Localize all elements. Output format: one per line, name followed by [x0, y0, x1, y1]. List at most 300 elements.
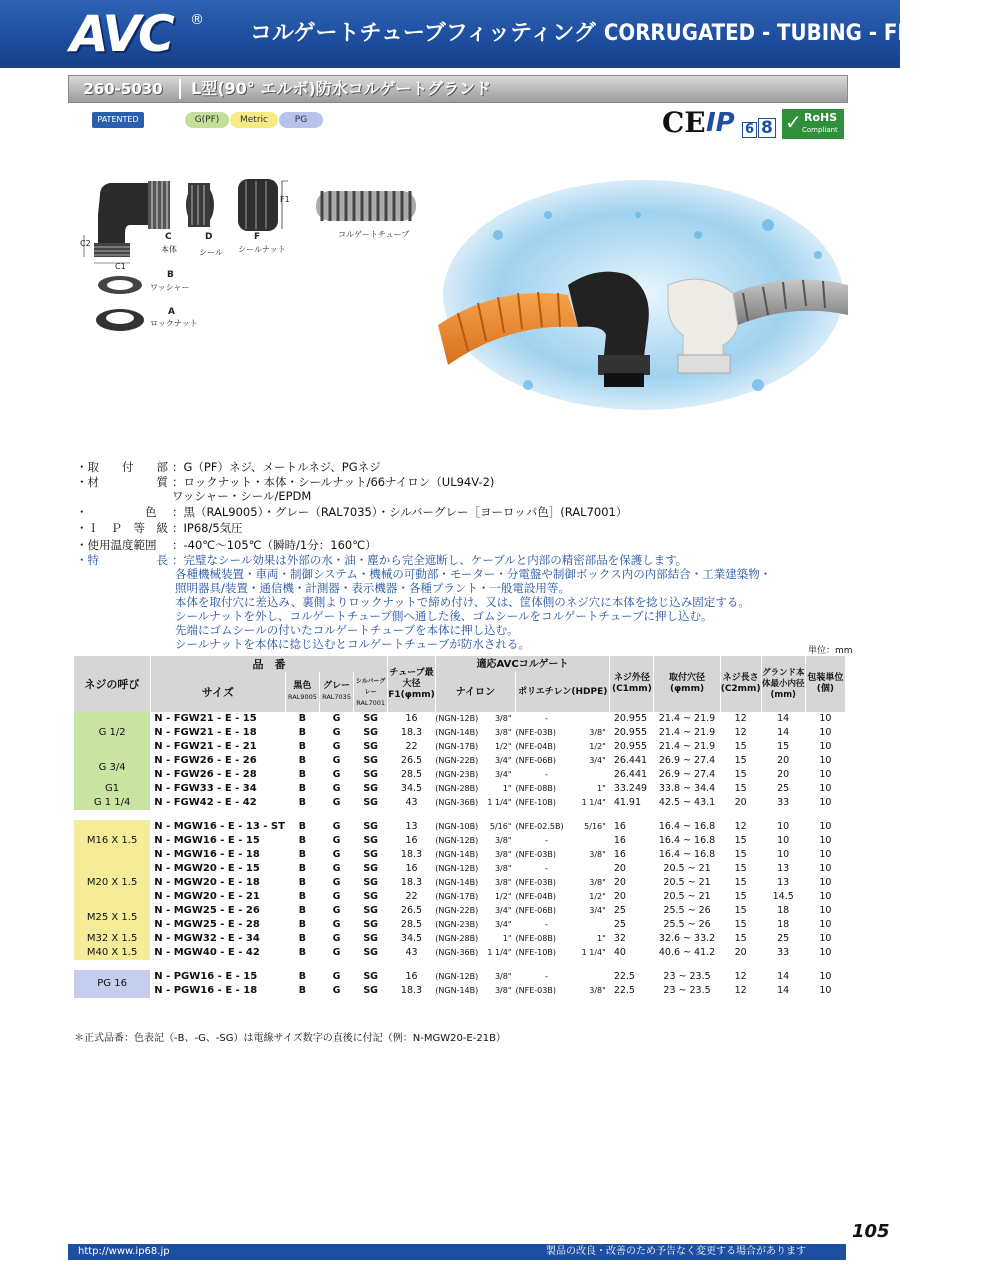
cell-hole: 21.4 ~ 21.9 — [658, 713, 716, 724]
header-title-en: CORRUGATED - TUBING - FITTINGS — [603, 21, 987, 46]
cell-gland: 18 — [777, 919, 790, 930]
header-title — [250, 18, 987, 50]
cell-color-gray: G — [332, 863, 341, 874]
th-avc: 適応AVCコルゲート — [435, 656, 610, 672]
cell-gland: 10 — [777, 849, 790, 860]
cell-pe-code: (NFE-06B) — [515, 906, 556, 915]
spec-table — [74, 656, 846, 998]
cell-pack: 10 — [819, 849, 832, 860]
cell-gland: 25 — [777, 783, 790, 794]
product-title: L型(90° エルボ)防水コルゲートグランド — [191, 79, 492, 98]
cell-pack: 10 — [819, 741, 832, 752]
cell-part-number: N - FGW26 - E - 28 — [154, 769, 257, 780]
cell-od: 16 — [613, 835, 626, 846]
cell-pe-code: (NFE-03B) — [515, 728, 556, 737]
cell-color-gray: G — [332, 727, 341, 738]
cell-len: 15 — [734, 905, 747, 916]
th-hole: 取付穴径(φmm) — [654, 656, 720, 712]
cell-tube-max: 13 — [405, 821, 418, 832]
cell-part-number: N - MGW16 - E - 13 - ST — [154, 821, 285, 832]
cell-len: 15 — [734, 891, 747, 902]
cell-nylon-size: 1 1/4" — [487, 798, 512, 807]
cell-len: 15 — [734, 755, 747, 766]
table-row — [74, 946, 846, 960]
th-size: サイズ — [150, 672, 285, 712]
cell-pe-code: - — [545, 836, 549, 845]
cell-pack: 10 — [819, 971, 832, 982]
cell-pe-code: (NFE-02.5B) — [515, 822, 564, 831]
cell-pack: 10 — [819, 905, 832, 916]
label-a: A — [168, 307, 175, 317]
cell-color-gray: G — [332, 713, 341, 724]
cell-color-black: B — [298, 835, 307, 846]
features-line-5: 先端にゴムシールの付いたコルゲートチューブを本体に押し込む。 — [175, 623, 519, 637]
cell-part-number: N - FGW26 - E - 26 — [154, 755, 257, 766]
pg-badge: PG — [279, 112, 323, 128]
cell-od: 25 — [613, 919, 626, 930]
cell-color-silver: SG — [363, 755, 378, 766]
table-row — [74, 904, 846, 918]
cell-gland: 25 — [777, 933, 790, 944]
cell-tube-max: 16 — [405, 835, 418, 846]
ip68-icon — [706, 108, 772, 140]
cell-color-black: B — [298, 933, 307, 944]
cell-pack: 10 — [819, 769, 832, 780]
cell-gland: 10 — [777, 835, 790, 846]
cell-part-number: N - PGW16 - E - 15 — [154, 971, 258, 982]
washer-illustration — [98, 276, 142, 294]
part-number-note: ＊正式品番：色表記（-B、-G、-SG）は電線サイズ数字の直後に付記（例：N-MGW20-E-21B） — [74, 1033, 506, 1044]
table-row — [74, 820, 846, 834]
cell-pe-code: (NFE-06B) — [515, 756, 556, 765]
elbow-body-illustration — [94, 181, 170, 257]
cell-nylon-code: (NGN-12B) — [435, 836, 479, 845]
cell-pe-size — [578, 768, 610, 782]
cell-pe-size: 1 1/4" — [581, 948, 606, 957]
cell-len: 15 — [734, 741, 747, 752]
cell-pack: 10 — [819, 891, 832, 902]
cell-color-silver: SG — [363, 905, 378, 916]
cell-pe-code: (NFE-04B) — [515, 742, 556, 751]
cell-nylon-size: 3/8" — [494, 878, 512, 887]
cell-od: 20 — [613, 891, 626, 902]
cell-color-silver: SG — [363, 797, 378, 808]
cell-color-black: B — [298, 755, 307, 766]
rohs-text: RoHS — [804, 111, 838, 124]
table-row — [74, 796, 846, 810]
cell-pe-code: (NFE-03B) — [515, 878, 556, 887]
cell-color-silver: SG — [363, 985, 378, 996]
cell-pack: 10 — [819, 783, 832, 794]
cell-len: 12 — [734, 713, 747, 724]
cell-gland: 13 — [777, 877, 790, 888]
cell-nylon-code: (NGN-14B) — [435, 878, 479, 887]
cell-part-number: N - MGW20 - E - 18 — [154, 877, 260, 888]
cell-pack: 10 — [819, 947, 832, 958]
footer-url-link[interactable]: http://www.ip68.jp — [78, 1246, 170, 1257]
label-b-name: ワッシャー — [150, 283, 190, 292]
page-number: 105 — [852, 1221, 890, 1242]
cell-thread: M25 X 1.5 — [74, 904, 150, 932]
th-black: 黒色 RAL9005 — [285, 672, 319, 712]
cell-len: 20 — [734, 797, 747, 808]
cell-hole: 25.5 ~ 26 — [663, 919, 711, 930]
cell-color-gray: G — [332, 971, 341, 982]
cell-hole: 40.6 ~ 41.2 — [658, 947, 716, 958]
th-silver: シルバーグレー RAL7001 — [354, 672, 388, 712]
cell-nylon-size: 3/8" — [494, 836, 512, 845]
cell-gland: 33 — [777, 797, 790, 808]
cell-pack: 10 — [819, 877, 832, 888]
cell-color-black: B — [298, 849, 307, 860]
th-len: ネジ長さ(C2mm) — [720, 656, 761, 712]
ip-digit-8: 8 — [758, 118, 776, 138]
cell-color-silver: SG — [363, 713, 378, 724]
cell-pe-size: 1/2" — [589, 742, 606, 751]
th-pack: 包装単位(個) — [805, 656, 845, 712]
cell-tube-max: 26.5 — [400, 755, 423, 766]
cell-tube-max: 18.3 — [400, 985, 423, 996]
th-pe: ポリエチレン(HDPE) — [516, 672, 610, 712]
cell-nylon-size: 3/8" — [494, 850, 512, 859]
cell-nylon-size: 3/4" — [494, 756, 512, 765]
cell-pe-code: - — [545, 714, 549, 723]
cell-od: 25 — [613, 905, 626, 916]
cell-color-black: B — [298, 783, 307, 794]
cell-pack: 10 — [819, 727, 832, 738]
cell-pack: 10 — [819, 821, 832, 832]
th-gland: グランド本体最小内径(mm) — [761, 656, 805, 712]
cell-color-black: B — [298, 947, 307, 958]
cell-part-number: N - MGW25 - E - 26 — [154, 905, 260, 916]
ip-digit-6: 6 — [742, 122, 757, 138]
cell-od: 20.955 — [613, 713, 648, 724]
cell-nylon-code: (NGN-12B) — [435, 972, 479, 981]
cell-nylon-code: (NGN-12B) — [435, 714, 479, 723]
cell-hole: 20.5 ~ 21 — [663, 863, 711, 874]
cell-len: 15 — [734, 849, 747, 860]
cell-od: 22.5 — [613, 971, 635, 982]
cell-tube-max: 18.3 — [400, 727, 423, 738]
cell-gland: 13 — [777, 863, 790, 874]
table-row — [74, 984, 846, 998]
cell-color-gray: G — [332, 835, 341, 846]
cell-gland: 14 — [777, 985, 790, 996]
unit-label: 単位：mm — [808, 646, 853, 656]
cell-color-black: B — [298, 769, 307, 780]
cell-gland: 14.5 — [772, 891, 794, 902]
cell-len: 15 — [734, 919, 747, 930]
cell-hole: 23 ~ 23.5 — [663, 985, 711, 996]
cell-pe-code: - — [545, 864, 549, 873]
cell-tube-max: 16 — [405, 971, 418, 982]
cell-pack: 10 — [819, 863, 832, 874]
label-d-name: シール — [199, 248, 223, 257]
cell-nylon-size: 1/2" — [494, 742, 512, 751]
product-photo — [438, 175, 848, 420]
cell-pe-code: (NFE-08B) — [515, 784, 556, 793]
cell-hole: 16.4 ~ 16.8 — [658, 849, 716, 860]
cell-nylon-code: (NGN-17B) — [435, 742, 479, 751]
spec-temperature: ・使用温度範囲 ：-40℃～105℃（瞬時/1分：160℃） — [76, 538, 377, 552]
cell-nylon-code: (NGN-22B) — [435, 906, 479, 915]
cell-pack: 10 — [819, 933, 832, 944]
cell-color-gray: G — [332, 741, 341, 752]
cell-color-gray: G — [332, 821, 341, 832]
cell-hole: 16.4 ~ 16.8 — [658, 821, 716, 832]
cell-pe-size — [578, 862, 610, 876]
cell-gland: 10 — [777, 821, 790, 832]
cell-pe-size — [578, 712, 610, 726]
cell-hole: 20.5 ~ 21 — [663, 877, 711, 888]
cell-nylon-size: 1 1/4" — [487, 948, 512, 957]
rohs-badge — [782, 109, 844, 139]
avc-logo: AVC — [70, 5, 172, 63]
cell-pe-size: 5/16" — [584, 822, 606, 831]
cell-pe-code: (NFE-10B) — [515, 948, 556, 957]
lock-nut-illustration — [96, 309, 144, 331]
title-separator — [179, 79, 181, 99]
cell-len: 15 — [734, 769, 747, 780]
cell-color-silver: SG — [363, 891, 378, 902]
cell-nylon-code: (NGN-23B) — [435, 770, 479, 779]
cell-gland: 14 — [777, 727, 790, 738]
label-b: B — [167, 270, 174, 280]
cell-thread: M32 X 1.5 — [74, 932, 150, 946]
table-row — [74, 918, 846, 932]
label-c-name: 本体 — [161, 245, 177, 254]
cell-gland: 20 — [777, 755, 790, 766]
cell-color-gray: G — [332, 755, 341, 766]
cell-hole: 26.9 ~ 27.4 — [658, 755, 716, 766]
cell-part-number: N - MGW20 - E - 21 — [154, 891, 260, 902]
cell-color-silver: SG — [363, 727, 378, 738]
cell-hole: 21.4 ~ 21.9 — [658, 727, 716, 738]
table-row — [74, 712, 846, 726]
cell-color-gray: G — [332, 849, 341, 860]
cell-nylon-code: (NGN-14B) — [435, 986, 479, 995]
cell-thread: G 1/2 — [74, 712, 150, 754]
patented-badge: PATENTED — [92, 112, 144, 128]
label-f-name: シールナット — [238, 245, 286, 254]
cell-pe-size: 3/8" — [589, 986, 606, 995]
cell-pe-code: (NFE-03B) — [515, 986, 556, 995]
cell-od: 33.249 — [613, 783, 648, 794]
cell-tube-max: 43 — [405, 947, 418, 958]
cell-nylon-code: (NGN-23B) — [435, 920, 479, 929]
seal-illustration — [186, 183, 214, 227]
th-nylon: ナイロン — [435, 672, 515, 712]
table-row — [74, 754, 846, 768]
cell-pe-size — [578, 834, 610, 848]
cell-tube-max: 18.3 — [400, 849, 423, 860]
metric-badge: Metric — [230, 112, 278, 128]
cell-pack: 10 — [819, 985, 832, 996]
cell-color-gray: G — [332, 891, 341, 902]
cell-color-black: B — [298, 741, 307, 752]
cell-tube-max: 18.3 — [400, 877, 423, 888]
cell-nylon-size: 3/4" — [494, 906, 512, 915]
cell-od: 32 — [613, 933, 626, 944]
cell-nylon-code: (NGN-36B) — [435, 948, 479, 957]
cell-pe-size: 1/2" — [589, 892, 606, 901]
cell-color-silver: SG — [363, 933, 378, 944]
cell-thread: G 1 1/4 — [74, 796, 150, 810]
cell-part-number: N - MGW16 - E - 15 — [154, 835, 260, 846]
spec-mount: ・取 付 部 ：G（PF）ネジ、メートルネジ、PGネジ — [76, 460, 381, 474]
cell-od: 40 — [613, 947, 626, 958]
gpf-badge: G(PF) — [185, 112, 229, 128]
cell-pe-size: 3/8" — [589, 850, 606, 859]
cell-pe-size: 3/4" — [589, 756, 606, 765]
table-row — [74, 782, 846, 796]
cell-pe-size — [578, 918, 610, 932]
table-gap-row — [74, 960, 846, 970]
label-c2: C2 — [80, 239, 91, 248]
cell-gland: 14 — [777, 971, 790, 982]
table-body — [74, 712, 846, 998]
cell-color-silver: SG — [363, 947, 378, 958]
cell-pe-size: 3/8" — [589, 728, 606, 737]
cell-thread: M40 X 1.5 — [74, 946, 150, 960]
cell-pack: 10 — [819, 755, 832, 766]
cell-pack: 10 — [819, 713, 832, 724]
cell-thread: G 3/4 — [74, 754, 150, 782]
cell-color-black: B — [298, 713, 307, 724]
cell-pe-code: - — [545, 972, 549, 981]
cell-od: 20.955 — [613, 727, 648, 738]
cell-thread: M20 X 1.5 — [74, 862, 150, 904]
cell-tube-max: 26.5 — [400, 905, 423, 916]
spec-material-2: ワッシャー・シール/EPDM — [172, 489, 312, 503]
cell-hole: 42.5 ~ 43.1 — [658, 797, 716, 808]
label-f1: F1 — [280, 195, 290, 204]
cell-part-number: N - FGW21 - E - 18 — [154, 727, 257, 738]
cell-tube-max: 16 — [405, 713, 418, 724]
spec-color: ・ 色 ：黒（RAL9005）・グレー（RAL7035）・シルバーグレー［ヨーロッパ色］(RAL7001） — [76, 505, 628, 519]
cell-color-silver: SG — [363, 821, 378, 832]
cell-color-gray: G — [332, 877, 341, 888]
cell-color-black: B — [298, 877, 307, 888]
product-title-bar — [68, 75, 848, 103]
cell-tube-max: 43 — [405, 797, 418, 808]
cell-nylon-code: (NGN-10B) — [435, 822, 479, 831]
cell-hole: 25.5 ~ 26 — [663, 905, 711, 916]
cell-nylon-size: 3/4" — [494, 920, 512, 929]
footer-note: 製品の改良・改善のため予告なく変更する場合があります — [546, 1246, 806, 1257]
cell-tube-max: 16 — [405, 863, 418, 874]
table-row — [74, 848, 846, 862]
cell-gland: 20 — [777, 769, 790, 780]
th-od: ネジ外径(C1mm) — [610, 656, 654, 712]
cell-color-silver: SG — [363, 741, 378, 752]
th-thread: ネジの呼び — [74, 656, 150, 712]
cell-len: 12 — [734, 727, 747, 738]
features-line-4: シールナットを外し、コルゲートチューブ側へ通した後、ゴムシールをコルゲートチューブに押し込む。 — [175, 609, 713, 623]
cell-hole: 26.9 ~ 27.4 — [658, 769, 716, 780]
rohs-compliant-text: Compliant — [802, 126, 838, 134]
cell-od: 20 — [613, 877, 626, 888]
corrugated-tube-illustration — [316, 191, 416, 221]
cell-color-silver: SG — [363, 919, 378, 930]
cell-od: 41.91 — [613, 797, 642, 808]
table-row — [74, 834, 846, 848]
cell-len: 15 — [734, 877, 747, 888]
spec-material: ・材 質 ：ロックナット・本体・シールナット/66ナイロン（UL94V-2) — [76, 475, 495, 489]
seal-nut-illustration — [238, 179, 282, 231]
cell-color-gray: G — [332, 919, 341, 930]
cell-thread: M16 X 1.5 — [74, 820, 150, 862]
cell-color-black: B — [298, 971, 307, 982]
cell-color-black: B — [298, 905, 307, 916]
cell-part-number: N - MGW40 - E - 42 — [154, 947, 260, 958]
cell-nylon-code: (NGN-14B) — [435, 728, 479, 737]
cell-nylon-size: 1" — [502, 934, 512, 943]
cell-color-black: B — [298, 727, 307, 738]
cell-nylon-size: 3/8" — [494, 864, 512, 873]
cell-od: 26.441 — [613, 755, 648, 766]
table-row — [74, 876, 846, 890]
cell-tube-max: 28.5 — [400, 769, 423, 780]
cell-color-silver: SG — [363, 769, 378, 780]
cell-color-black: B — [298, 863, 307, 874]
cell-pe-code: (NFE-10B) — [515, 798, 556, 807]
cell-nylon-size: 3/8" — [494, 728, 512, 737]
cell-pack: 10 — [819, 835, 832, 846]
cell-part-number: N - MGW16 - E - 18 — [154, 849, 260, 860]
cell-part-number: N - MGW25 - E - 28 — [154, 919, 260, 930]
cell-color-black: B — [298, 891, 307, 902]
cell-color-silver: SG — [363, 863, 378, 874]
cell-color-black: B — [298, 797, 307, 808]
cell-color-silver: SG — [363, 849, 378, 860]
registered-mark: ® — [190, 12, 204, 28]
product-code: 260-5030 — [83, 80, 163, 98]
cell-color-silver: SG — [363, 877, 378, 888]
cell-tube-max: 34.5 — [400, 783, 423, 794]
cell-part-number: N - FGW21 - E - 15 — [154, 713, 257, 724]
cell-gland: 33 — [777, 947, 790, 958]
cell-od: 22.5 — [613, 985, 635, 996]
cell-pe-size: 1" — [597, 784, 606, 793]
cell-nylon-size: 3/8" — [494, 986, 512, 995]
table-row — [74, 932, 846, 946]
cell-nylon-size: 1/2" — [494, 892, 512, 901]
cell-color-gray: G — [332, 783, 341, 794]
cell-hole: 20.5 ~ 21 — [663, 891, 711, 902]
cell-color-gray: G — [332, 947, 341, 958]
cell-pe-size: 3/8" — [589, 878, 606, 887]
cell-nylon-code: (NGN-28B) — [435, 784, 479, 793]
cell-tube-max: 28.5 — [400, 919, 423, 930]
cell-color-gray: G — [332, 933, 341, 944]
table-row — [74, 862, 846, 876]
cell-len: 15 — [734, 933, 747, 944]
table-row — [74, 768, 846, 782]
cell-nylon-code: (NGN-12B) — [435, 864, 479, 873]
white-fitting-photo — [668, 279, 738, 373]
features-line-3: 本体を取付穴に差込み、裏側よりロックナットで締め付け、又は、筐体側のネジ穴に本体を捻じ込み固定する。 — [175, 595, 750, 609]
cell-part-number: N - PGW16 - E - 18 — [154, 985, 258, 996]
cell-hole: 32.6 ~ 33.2 — [658, 933, 716, 944]
cell-color-black: B — [298, 919, 307, 930]
cell-pe-code: (NFE-03B) — [515, 850, 556, 859]
spec-features: ・特 長 ：完璧なシール効果は外部の水・油・塵から完全遮断し、ケーブルと内部の精密部品を保護します。 — [76, 553, 688, 567]
cell-color-silver: SG — [363, 971, 378, 982]
cell-od: 16 — [613, 821, 626, 832]
cell-pe-size: 1 1/4" — [581, 798, 606, 807]
cell-od: 20 — [613, 863, 626, 874]
